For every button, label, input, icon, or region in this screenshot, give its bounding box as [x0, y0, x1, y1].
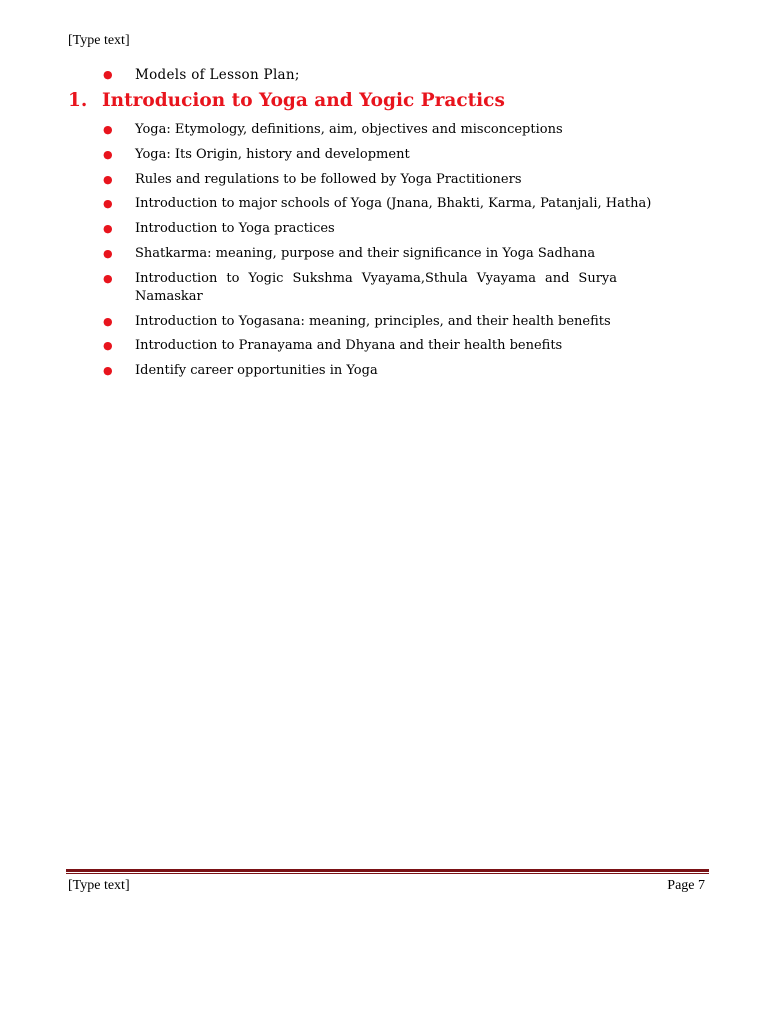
section-heading: [68, 90, 505, 111]
page-header: [Type text]: [68, 33, 130, 48]
list-item-text: Introduction to Pranayama and Dhyana and their health benefits: [135, 338, 563, 354]
list-item-text: Introduction to Yoga practices: [135, 221, 335, 237]
list-item: [103, 220, 617, 238]
list-item-text: Introduction to Yogic Sukshma Vyayama,Sthula Vyayama and Surya Namaskar: [135, 270, 617, 304]
list-item-text: Introduction to major schools of Yoga (Jnana, Bhakti, Karma, Patanjali, Hatha): [135, 196, 652, 212]
bullet-icon: ●: [103, 172, 113, 186]
bullet-icon: ●: [103, 246, 113, 260]
section-number: 1.: [68, 90, 88, 111]
footer-divider-thin: [66, 873, 709, 874]
list-item-text: Models of Lesson Plan;: [135, 67, 300, 83]
list-item-text: Yoga: Etymology, definitions, aim, objectives and misconceptions: [135, 122, 563, 137]
list-item: [103, 245, 617, 263]
list-item-text: Identify career opportunities in Yoga: [135, 363, 378, 379]
list-item-text: Introduction to Yogasana: meaning, principles, and their health benefits: [135, 313, 611, 329]
bullet-icon: ●: [103, 339, 113, 353]
bullet-icon: ●: [103, 222, 113, 236]
bullet-icon: ●: [103, 68, 113, 81]
bullet-icon: ●: [103, 271, 113, 285]
list-item: [103, 66, 300, 84]
list-item: [103, 146, 617, 164]
list-item: [103, 337, 617, 355]
list-item: [103, 171, 617, 189]
list-item-text: Rules and regulations to be followed by Yoga Practitioners: [135, 171, 522, 187]
list-item: [103, 195, 652, 213]
footer-left-text: [Type text]: [68, 878, 130, 893]
page-number: Page 7: [667, 878, 705, 893]
bullet-icon: ●: [103, 314, 113, 328]
list-item: [103, 121, 617, 139]
footer-divider-thick: [66, 869, 709, 872]
list-item-text: Shatkarma: meaning, purpose and their significance in Yoga Sadhana: [135, 245, 596, 261]
list-item: [103, 270, 617, 306]
bullet-icon: ●: [103, 197, 113, 211]
list-item: [103, 313, 617, 331]
list-item: [103, 362, 617, 380]
pre-list: [103, 66, 300, 84]
bullet-icon: ●: [103, 364, 113, 378]
topic-list: [103, 121, 652, 387]
bullet-icon: ●: [103, 147, 113, 161]
list-item-text: Yoga: Its Origin, history and development: [135, 146, 410, 162]
footer-divider: [66, 869, 709, 875]
section-title: Introducion to Yoga and Yogic Practics: [102, 90, 505, 111]
bullet-icon: ●: [103, 123, 113, 136]
